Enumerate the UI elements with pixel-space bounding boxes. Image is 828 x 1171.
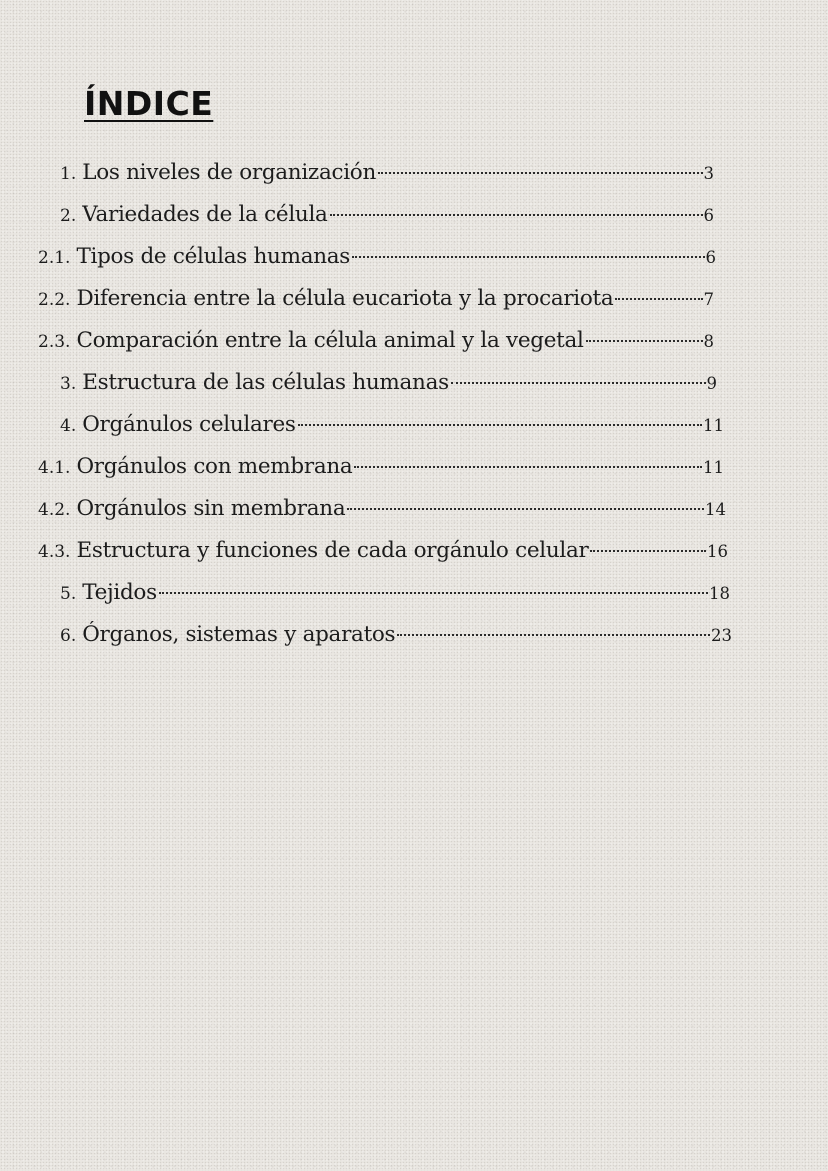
toc-entry — [38, 530, 728, 572]
dot-leader — [352, 256, 704, 258]
toc-entry — [38, 320, 714, 362]
toc-entry — [60, 572, 730, 614]
toc-entry-page: 6 — [703, 206, 714, 225]
toc-entry-text: Variedades de la célula — [82, 202, 328, 227]
toc-entry — [60, 152, 714, 194]
toc-entry-page: 9 — [706, 374, 717, 393]
toc-entry — [60, 614, 732, 656]
toc-entry-text: Tipos de células humanas — [76, 244, 351, 269]
toc-entry-number: 4.2. — [38, 500, 71, 520]
dot-leader — [378, 172, 703, 174]
toc-entry — [38, 488, 726, 530]
toc-entry-text: Estructura de las células humanas — [82, 370, 449, 395]
dot-leader — [451, 382, 706, 384]
toc-entry-number: 4.1. — [38, 458, 71, 478]
toc-entry-number: 2.3. — [38, 332, 71, 352]
toc-entry — [60, 404, 724, 446]
toc-entry-text: Orgánulos celulares — [82, 412, 296, 437]
toc-entry-text: Tejidos — [82, 580, 157, 605]
toc-entry-number: 2.2. — [38, 290, 71, 310]
toc-entry-number: 1. — [60, 164, 77, 184]
toc-entry-page: 7 — [703, 290, 714, 309]
toc-entry-page: 23 — [711, 626, 732, 645]
toc-entry-page: 18 — [709, 584, 730, 603]
toc-entry-text: Diferencia entre la célula eucariota y la procariota — [76, 286, 614, 311]
toc-entry-page: 6 — [705, 248, 716, 267]
dot-leader — [330, 214, 703, 216]
toc-entry-text: Orgánulos con membrana — [76, 454, 353, 479]
toc-entry-number: 4.3. — [38, 542, 71, 562]
dot-leader — [586, 340, 703, 342]
toc-entry — [38, 236, 716, 278]
dot-leader — [615, 298, 702, 300]
toc-entry-text: Estructura y funciones de cada orgánulo celular — [76, 538, 589, 563]
toc-entry-number: 4. — [60, 416, 77, 436]
toc-entry-number: 2. — [60, 206, 77, 226]
toc-entry-page: 8 — [703, 332, 714, 351]
toc-entry-text: Los niveles de organización — [82, 160, 376, 185]
dot-leader — [347, 508, 704, 510]
page-title: ÍNDICE — [84, 84, 214, 123]
toc-entry-page: 11 — [703, 416, 724, 435]
toc-entry-number: 6. — [60, 626, 77, 646]
toc-entry-page: 11 — [703, 458, 724, 477]
toc-entry-page: 3 — [703, 164, 714, 183]
toc-entry-text: Orgánulos sin membrana — [76, 496, 346, 521]
dot-leader — [590, 550, 706, 552]
toc-entry — [60, 194, 714, 236]
toc-entry-page: 14 — [705, 500, 726, 519]
dot-leader — [159, 592, 708, 594]
toc-entry-page: 16 — [707, 542, 728, 561]
toc-entry-number: 5. — [60, 584, 77, 604]
dot-leader — [298, 424, 702, 426]
toc-entry — [38, 446, 724, 488]
toc-entry-number: 2.1. — [38, 248, 71, 268]
toc-entry — [38, 278, 714, 320]
toc-entry-text: Órganos, sistemas y aparatos — [82, 622, 396, 647]
toc-entry-text: Comparación entre la célula animal y la vegetal — [76, 328, 584, 353]
toc-entry — [60, 362, 717, 404]
toc-entry-number: 3. — [60, 374, 77, 394]
dot-leader — [397, 634, 710, 636]
dot-leader — [354, 466, 702, 468]
